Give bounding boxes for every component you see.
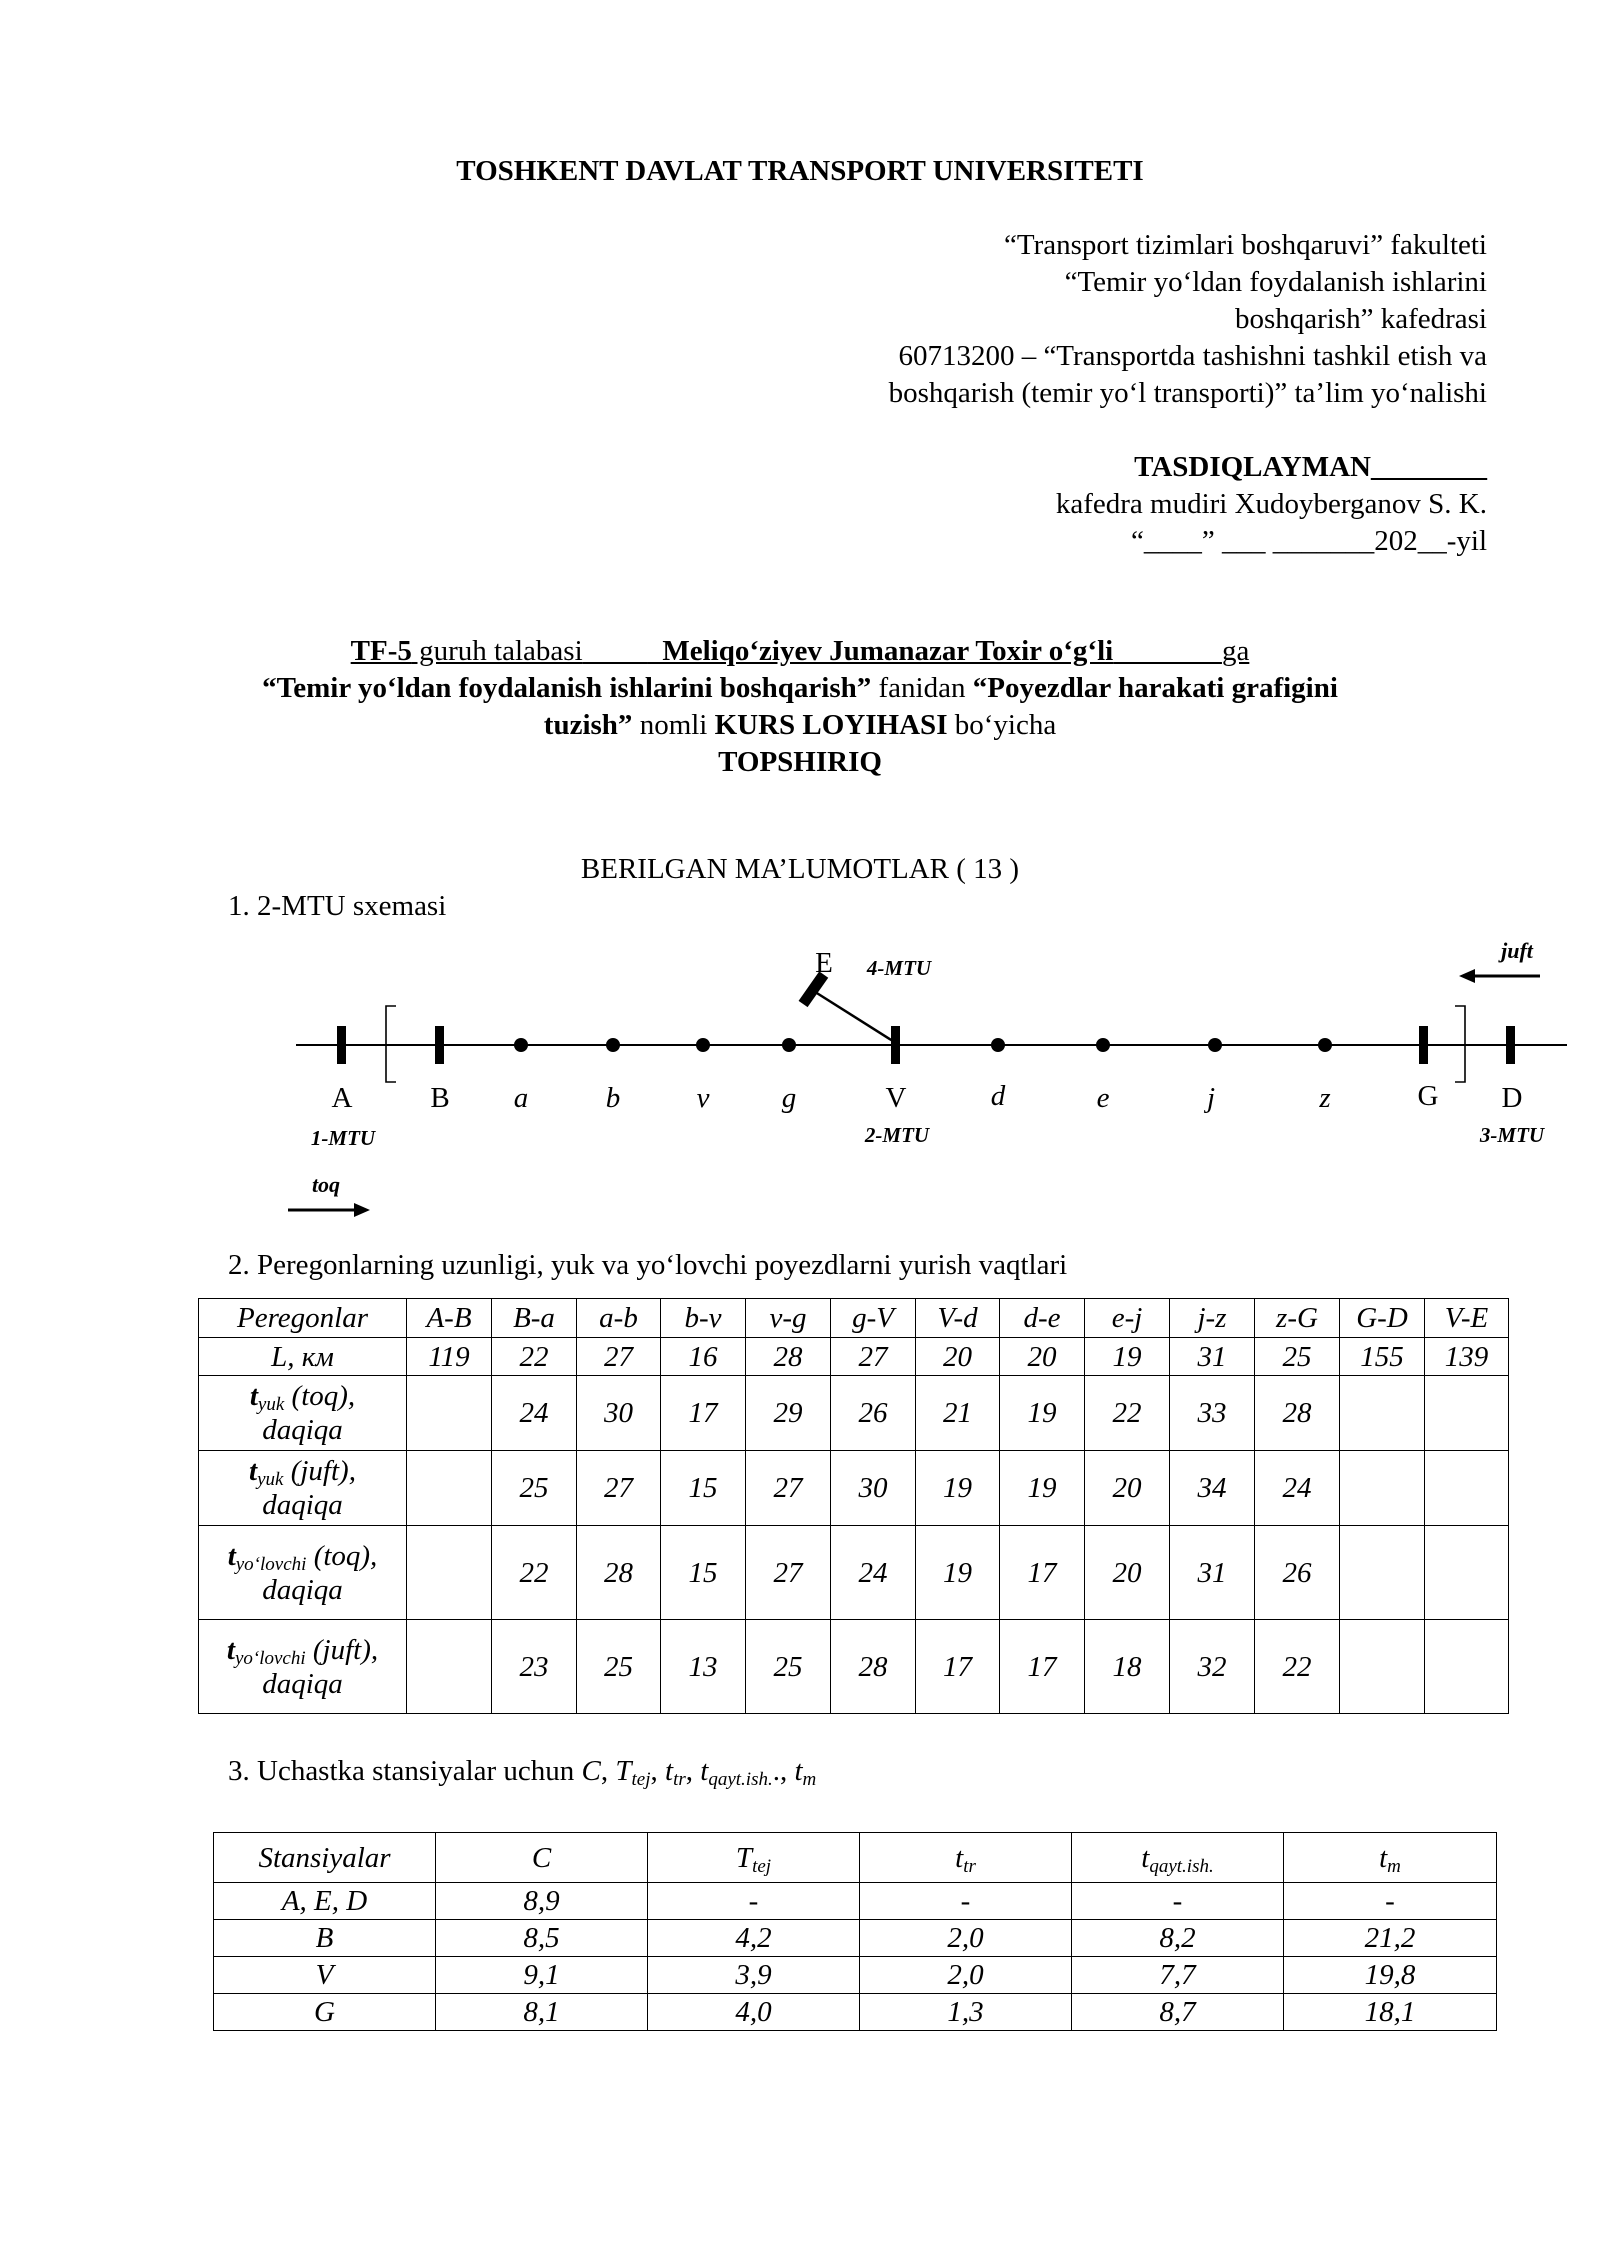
travel-time-cell: 22 [492,1526,577,1620]
station-label-V: V [885,1082,907,1114]
travel-time-cell: 33 [1170,1376,1255,1451]
mtu-label-2: 2-MTU [864,1123,930,1147]
station-cell: 4,2 [648,1920,860,1957]
travel-time-cell: 24 [1255,1451,1340,1526]
station-cell: V [214,1957,436,1994]
station-label-a: a [513,1082,529,1114]
department-line-1: “Temir yo‘ldan foydalanish ishlarini [1064,266,1487,298]
odd-arrow-head [354,1203,370,1217]
approval-title: TASDIQLAYMAN________ [1134,451,1487,483]
travel-time-cell: 27 [577,1451,661,1526]
length-cell: 25 [1255,1338,1340,1376]
mtu-label-4: 4-MTU [866,956,932,980]
travel-time-cell [1340,1526,1425,1620]
travel-time-cell: 20 [1085,1451,1170,1526]
station-label-z: z [1319,1082,1331,1114]
mtu-label-1: 1-MTU [310,1126,376,1150]
travel-time-cell: 25 [746,1620,831,1714]
station-cell: 8,2 [1072,1920,1284,1957]
station-cell: 4,0 [648,1994,860,2031]
program-line-2: boshqarish (temir yo‘l transporti)” ta’lim yo‘nalishi [888,377,1487,409]
stop-b-dot [606,1038,620,1052]
travel-time-cell: 21 [916,1376,1000,1451]
travel-time-cell [407,1451,492,1526]
station-label-E: E [815,947,833,979]
travel-time-cell: 29 [746,1376,831,1451]
station-label-v: v [696,1082,710,1114]
travel-time-cell [1425,1451,1509,1526]
travel-time-cell: 20 [1085,1526,1170,1620]
station-label-G: G [1417,1080,1439,1112]
segment-header: A-B [407,1299,492,1338]
station-D-mark [1506,1026,1515,1064]
travel-time-row [199,1526,1509,1620]
station-cell: 18,1 [1284,1994,1497,2031]
station-header-cell: C [436,1833,648,1883]
travel-time-row-label: $t_{yuk}$ (juft), daqiqa [199,1451,407,1526]
mtu-label-3: 3-MTU [1479,1123,1545,1147]
station-cell: - [1072,1883,1284,1920]
station-cell: 9,1 [436,1957,648,1994]
travel-time-cell [1340,1376,1425,1451]
segment-header: V-E [1425,1299,1509,1338]
stop-v-dot [696,1038,710,1052]
peregon-header-label: Peregonlar [199,1299,407,1338]
travel-time-cell: 13 [661,1620,746,1714]
travel-time-cell: 22 [1255,1620,1340,1714]
travel-time-cell [407,1620,492,1714]
travel-time-cell: 30 [831,1451,916,1526]
student-name: _Meliqo‘ziyev Jumanazar Toxir o‘g‘li [647,635,1114,667]
station-cell: 8,7 [1072,1994,1284,2031]
travel-time-cell: 32 [1170,1620,1255,1714]
travel-time-cell: 23 [492,1620,577,1714]
length-cell: 19 [1085,1338,1170,1376]
travel-time-cell [407,1526,492,1620]
travel-time-cell [1425,1526,1509,1620]
travel-time-cell: 31 [1170,1526,1255,1620]
stop-a-dot [514,1038,528,1052]
length-cell: 119 [407,1338,492,1376]
station-row [214,1883,1497,1920]
travel-time-cell: 28 [577,1526,661,1620]
travel-time-cell [1425,1376,1509,1451]
approval-person: kafedra mudiri Xudoyberganov S. K. [1055,488,1487,520]
stop-z-dot [1318,1038,1332,1052]
travel-time-cell: 19 [916,1451,1000,1526]
length-cell: 28 [746,1338,831,1376]
travel-time-cell: 26 [831,1376,916,1451]
length-row [199,1338,1509,1376]
station-row [214,1920,1497,1957]
faculty-line: “Transport tizimlari boshqaruvi” fakulteti [1004,229,1487,261]
station-row [214,1957,1497,1994]
station-label-B: B [430,1082,450,1114]
station-cell: 8,9 [436,1883,648,1920]
stop-g-dot [782,1038,796,1052]
travel-time-cell: 17 [1000,1620,1085,1714]
travel-time-cell: 17 [916,1620,1000,1714]
length-cell: 20 [1000,1338,1085,1376]
length-cell: 20 [916,1338,1000,1376]
travel-time-cell: 27 [746,1526,831,1620]
station-cell: B [214,1920,436,1957]
length-cell: 27 [831,1338,916,1376]
station-cell: - [1284,1883,1497,1920]
length-label: L, км [199,1338,407,1376]
station-cell: 1,3 [860,1994,1072,2031]
department-line-2: boshqarish” kafedrasi [1234,303,1487,335]
travel-time-cell [1425,1620,1509,1714]
travel-time-cell: 15 [661,1526,746,1620]
travel-time-cell: 17 [661,1376,746,1451]
travel-time-cell: 34 [1170,1451,1255,1526]
station-cell: 7,7 [1072,1957,1284,1994]
travel-time-cell: 30 [577,1376,661,1451]
station-G-mark [1419,1026,1428,1064]
segment-header: g-V [831,1299,916,1338]
travel-time-row-label: $t_{yuk}$ (toq), daqiqa [199,1376,407,1451]
segment-header: d-e [1000,1299,1085,1338]
even-arrow-head [1459,969,1475,983]
section-2-title: 2. Peregonlarning uzunligi, yuk va yo‘lovchi poyezdlarni yurish vaqtlari [228,1249,1068,1281]
approval-date: “____” ___ _______202__-yil [1130,525,1487,557]
program-line-1: 60713200 – “Transportda tashishni tashkil etish va [898,340,1487,372]
station-header-row [214,1833,1497,1883]
length-cell: 16 [661,1338,746,1376]
assignment-line-3: tuzish” nomli KURS LOYIHASI bo‘yicha [543,709,1057,741]
station-header-cell: $t_{qayt.ish.}$ [1072,1833,1284,1883]
travel-time-cell: 28 [831,1620,916,1714]
length-cell: 31 [1170,1338,1255,1376]
travel-time-cell [1340,1620,1425,1714]
section-3-title: 3. Uchastka stansiyalar uchun C, $T_{tej}$, $t_{tr}$, $t_{qayt.ish.}$., $t_m$ [228,1755,817,1790]
travel-time-row [199,1451,1509,1526]
station-header-cell: $t_m$ [1284,1833,1497,1883]
station-cell: 19,8 [1284,1957,1497,1994]
travel-time-cell: 24 [831,1526,916,1620]
station-cell: A, E, D [214,1883,436,1920]
length-cell: 27 [577,1338,661,1376]
station-label-D: D [1501,1082,1523,1114]
travel-time-cell: 17 [1000,1526,1085,1620]
segment-header: B-a [492,1299,577,1338]
station-label-j: j [1206,1082,1216,1114]
travel-time-row [199,1620,1509,1714]
station-row [214,1994,1497,2031]
travel-time-cell: 27 [746,1451,831,1526]
travel-time-cell: 19 [1000,1376,1085,1451]
course-project-label: KURS LOYIHASI [714,709,948,741]
assignment-line-2: “Temir yo‘ldan foydalanish ishlarini boshqarish” fanidan “Poyezdlar harakati grafigini [262,672,1338,704]
length-cell: 155 [1340,1338,1425,1376]
stop-d-dot [991,1038,1005,1052]
travel-time-cell: 15 [661,1451,746,1526]
travel-time-cell: 25 [577,1620,661,1714]
travel-time-cell: 22 [1085,1376,1170,1451]
station-header-cell: $T_{tej}$ [648,1833,860,1883]
station-cell: 8,5 [436,1920,648,1957]
travel-time-cell: 19 [916,1526,1000,1620]
length-cell: 22 [492,1338,577,1376]
travel-time-row-label: $t_{yo‘lovchi}$ (toq), daqiqa [199,1526,407,1620]
university-title: TOSHKENT DAVLAT TRANSPORT UNIVERSITETI [456,155,1144,187]
travel-time-cell: 25 [492,1451,577,1526]
approval-signature-blank: ________ [1371,451,1487,483]
length-cell: 139 [1425,1338,1509,1376]
station-cell: 2,0 [860,1957,1072,1994]
station-cell: 21,2 [1284,1920,1497,1957]
direction-juft-label: juft [1501,938,1533,963]
station-A-mark [337,1026,346,1064]
station-cell: 8,1 [436,1994,648,2031]
segment-header: a-b [577,1299,661,1338]
stop-j-dot [1208,1038,1222,1052]
travel-time-row-label: $t_{yo‘lovchi}$ (juft), daqiqa [199,1620,407,1714]
stop-e-dot [1096,1038,1110,1052]
segment-header: j-z [1170,1299,1255,1338]
station-label-b: b [605,1082,621,1114]
station-B-mark [435,1026,444,1064]
peregon-header-row [199,1299,1509,1338]
station-label-e: e [1096,1082,1110,1114]
station-cell: 2,0 [860,1920,1072,1957]
assignment-line-1: TF-5 guruh talabasi _Meliqo‘ziyev Jumanazar Toxir o‘g‘li ga [350,635,1250,667]
given-data-title: BERILGAN MA’LUMOTLAR ( 13 ) [580,853,1020,885]
travel-time-cell: 24 [492,1376,577,1451]
group-code: TF-5 [350,635,412,667]
station-cell: G [214,1994,436,2031]
segment-header: e-j [1085,1299,1170,1338]
travel-time-cell [407,1376,492,1451]
station-parameters-table [213,1832,1497,2031]
station-header-cell: Stansiyalar [214,1833,436,1883]
station-label-A: A [331,1082,353,1114]
station-label-g: g [781,1082,797,1114]
station-header-cell: $t_{tr}$ [860,1833,1072,1883]
segment-header: G-D [1340,1299,1425,1338]
topshiriq-title: TOPSHIRIQ [718,746,882,778]
section-1-title: 1. 2-MTU sxemasi [228,890,447,922]
travel-time-cell: 28 [1255,1376,1340,1451]
subject-name: “Temir yo‘ldan foydalanish ishlarini boshqarish” [262,672,872,704]
direction-toq-label: toq [311,1172,341,1197]
station-cell: - [648,1883,860,1920]
travel-time-cell [1340,1451,1425,1526]
peregon-table [198,1298,1509,1714]
station-cell: - [860,1883,1072,1920]
station-cell: 3,9 [648,1957,860,1994]
station-V-mark [891,1026,900,1064]
travel-time-cell: 19 [1000,1451,1085,1526]
station-label-d: d [990,1080,1006,1112]
segment-header: b-v [661,1299,746,1338]
topic-name: “Poyezdlar harakati grafigini [972,672,1338,704]
travel-time-cell: 18 [1085,1620,1170,1714]
segment-header: v-g [746,1299,831,1338]
travel-time-row [199,1376,1509,1451]
travel-time-cell: 26 [1255,1526,1340,1620]
segment-header: z-G [1255,1299,1340,1338]
segment-header: V-d [916,1299,1000,1338]
